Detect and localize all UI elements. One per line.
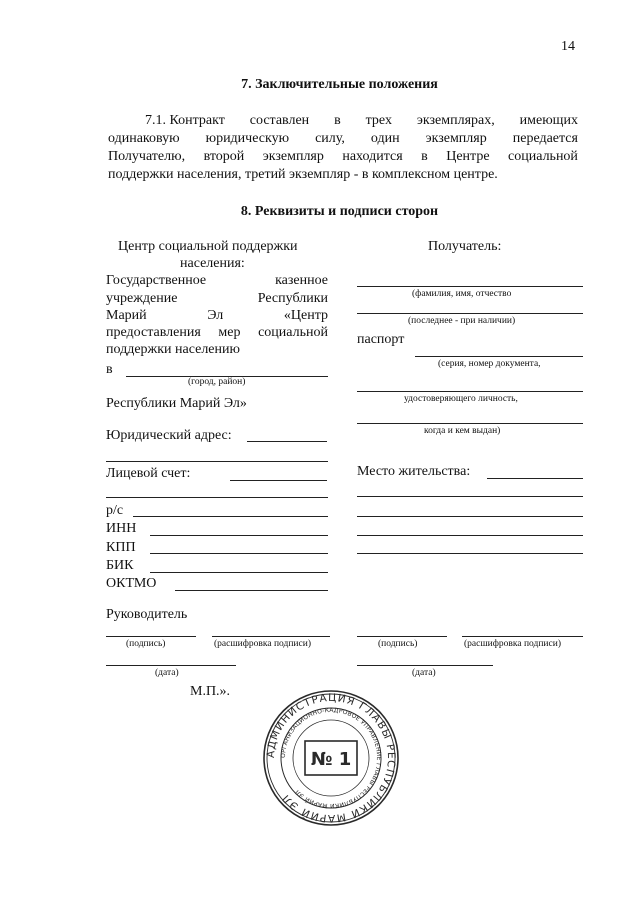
oktmo-label: ОКТМО [106, 576, 157, 591]
left-decode-caption: (расшифровка подписи) [214, 639, 311, 649]
word: Эл [207, 308, 224, 323]
kpp-label: КПП [106, 540, 136, 555]
word: учреждение [106, 291, 178, 306]
inn-field-line[interactable] [150, 535, 328, 536]
word: 7.1. Контракт [145, 113, 225, 128]
page-number: 14 [561, 39, 575, 54]
left-org-line-2 [106, 290, 328, 307]
word: трех [365, 113, 392, 128]
right-decode-caption: (расшифровка подписи) [464, 639, 561, 649]
section-7-line-2 [108, 130, 578, 147]
caption-identity: удостоверяющего личность, [404, 394, 518, 404]
word: юридическую [205, 131, 290, 146]
word: передается [512, 131, 578, 146]
passport-identity-line[interactable] [357, 391, 583, 392]
city-caption: (город, район) [188, 377, 246, 387]
word: Центре [446, 149, 490, 164]
account-label: Лицевой счет: [106, 466, 191, 481]
section-7-line-1 [145, 112, 578, 129]
word: Получателю, [108, 149, 186, 164]
word: «Центр [283, 308, 328, 323]
caption-issued: когда и кем выдан) [424, 426, 501, 436]
rs-label: р/с [106, 503, 124, 518]
left-in-prefix: в [106, 362, 113, 377]
stamp-outer-textpath: АДМИНИСТРАЦИЯ ГЛАВЫ РЕСПУБЛИКИ МАРИЙ ЭЛ [264, 691, 398, 825]
passport-series-line[interactable] [415, 356, 583, 357]
left-title-line-1: Центр социальной поддержки [118, 239, 298, 254]
section-7-line-4: поддержки населения, третий экземпляр - в комплексном центре. [108, 167, 498, 182]
section-7-heading: 7. Заключительные положения [241, 77, 438, 92]
bik-field-line[interactable] [150, 572, 328, 573]
right-decode-line[interactable] [462, 636, 583, 637]
official-stamp [261, 688, 401, 828]
stamp-number: № 1 [310, 749, 352, 770]
word: в [334, 113, 341, 128]
left-org-line-4 [106, 324, 328, 341]
word: в [421, 149, 428, 164]
legal-address-field-line[interactable] [247, 441, 327, 442]
residence-field-line-3[interactable] [357, 516, 583, 517]
head-label: Руководитель [106, 607, 188, 622]
caption-fio: (фамилия, имя, отчество [412, 289, 512, 299]
word: мер [218, 325, 241, 340]
right-date-caption: (дата) [412, 668, 436, 678]
kpp-field-line[interactable] [150, 553, 328, 554]
left-decode-line[interactable] [212, 636, 330, 637]
recipient-name-line-2[interactable] [357, 313, 583, 314]
mp-label: М.П.». [190, 684, 231, 699]
recipient-title: Получатель: [428, 239, 502, 254]
left-signature-line[interactable] [106, 636, 196, 637]
passport-label: паспорт [357, 332, 405, 347]
word: находится [342, 149, 403, 164]
left-org-line-3 [106, 307, 328, 324]
word: экземпляр [262, 149, 324, 164]
word: казенное [275, 273, 328, 288]
right-signature-caption: (подпись) [378, 639, 418, 649]
passport-issued-line[interactable] [357, 423, 583, 424]
caption-patronymic: (последнее - при наличии) [408, 316, 516, 326]
left-republic: Республики Марий Эл» [106, 396, 247, 411]
inn-label: ИНН [106, 521, 137, 536]
legal-address-label: Юридический адрес: [106, 428, 232, 443]
bik-label: БИК [106, 558, 134, 573]
section-8-heading: 8. Реквизиты и подписи сторон [240, 204, 439, 219]
legal-address-field-line-2[interactable] [106, 461, 328, 462]
word: второй [203, 149, 245, 164]
recipient-name-line[interactable] [357, 286, 583, 287]
residence-field-line-4[interactable] [357, 535, 583, 536]
residence-label: Место жительства: [357, 464, 471, 479]
caption-series: (серия, номер документа, [438, 359, 541, 369]
left-title-line-2: населения: [180, 256, 245, 271]
residence-field-line[interactable] [487, 478, 583, 479]
word: силу, [315, 131, 345, 146]
stamp-inner-textpath: ОРГАНИЗАЦИОННО-КАДРОВОЕ УПРАВЛЕНИЕ ГЛАВЫ РЕСПУБЛИКИ МАРИЙ ЭЛ [279, 706, 383, 810]
word: Государственное [106, 273, 207, 288]
word: социальной [508, 149, 578, 164]
section-7-line-3 [108, 148, 578, 165]
residence-field-line-5[interactable] [357, 553, 583, 554]
residence-field-line-2[interactable] [357, 496, 583, 497]
rs-field-line[interactable] [133, 516, 328, 517]
word: Республики [257, 291, 328, 306]
word: предоставления [106, 325, 201, 340]
word: один [370, 131, 400, 146]
word: социальной [258, 325, 328, 340]
word: имеющих [519, 113, 578, 128]
right-signature-line[interactable] [357, 636, 447, 637]
left-date-line[interactable] [106, 665, 236, 666]
account-field-line[interactable] [230, 480, 327, 481]
word: одинаковую [108, 131, 180, 146]
right-date-line[interactable] [357, 665, 493, 666]
left-org-line-1 [106, 272, 328, 289]
left-org-line-5: поддержки населению [106, 342, 240, 357]
left-signature-caption: (подпись) [126, 639, 166, 649]
word: экземплярах, [416, 113, 495, 128]
word: Марий [106, 308, 147, 323]
left-date-caption: (дата) [155, 668, 179, 678]
word: экземпляр [425, 131, 487, 146]
oktmo-field-line[interactable] [175, 590, 328, 591]
account-field-line-2[interactable] [106, 497, 328, 498]
word: составлен [249, 113, 310, 128]
